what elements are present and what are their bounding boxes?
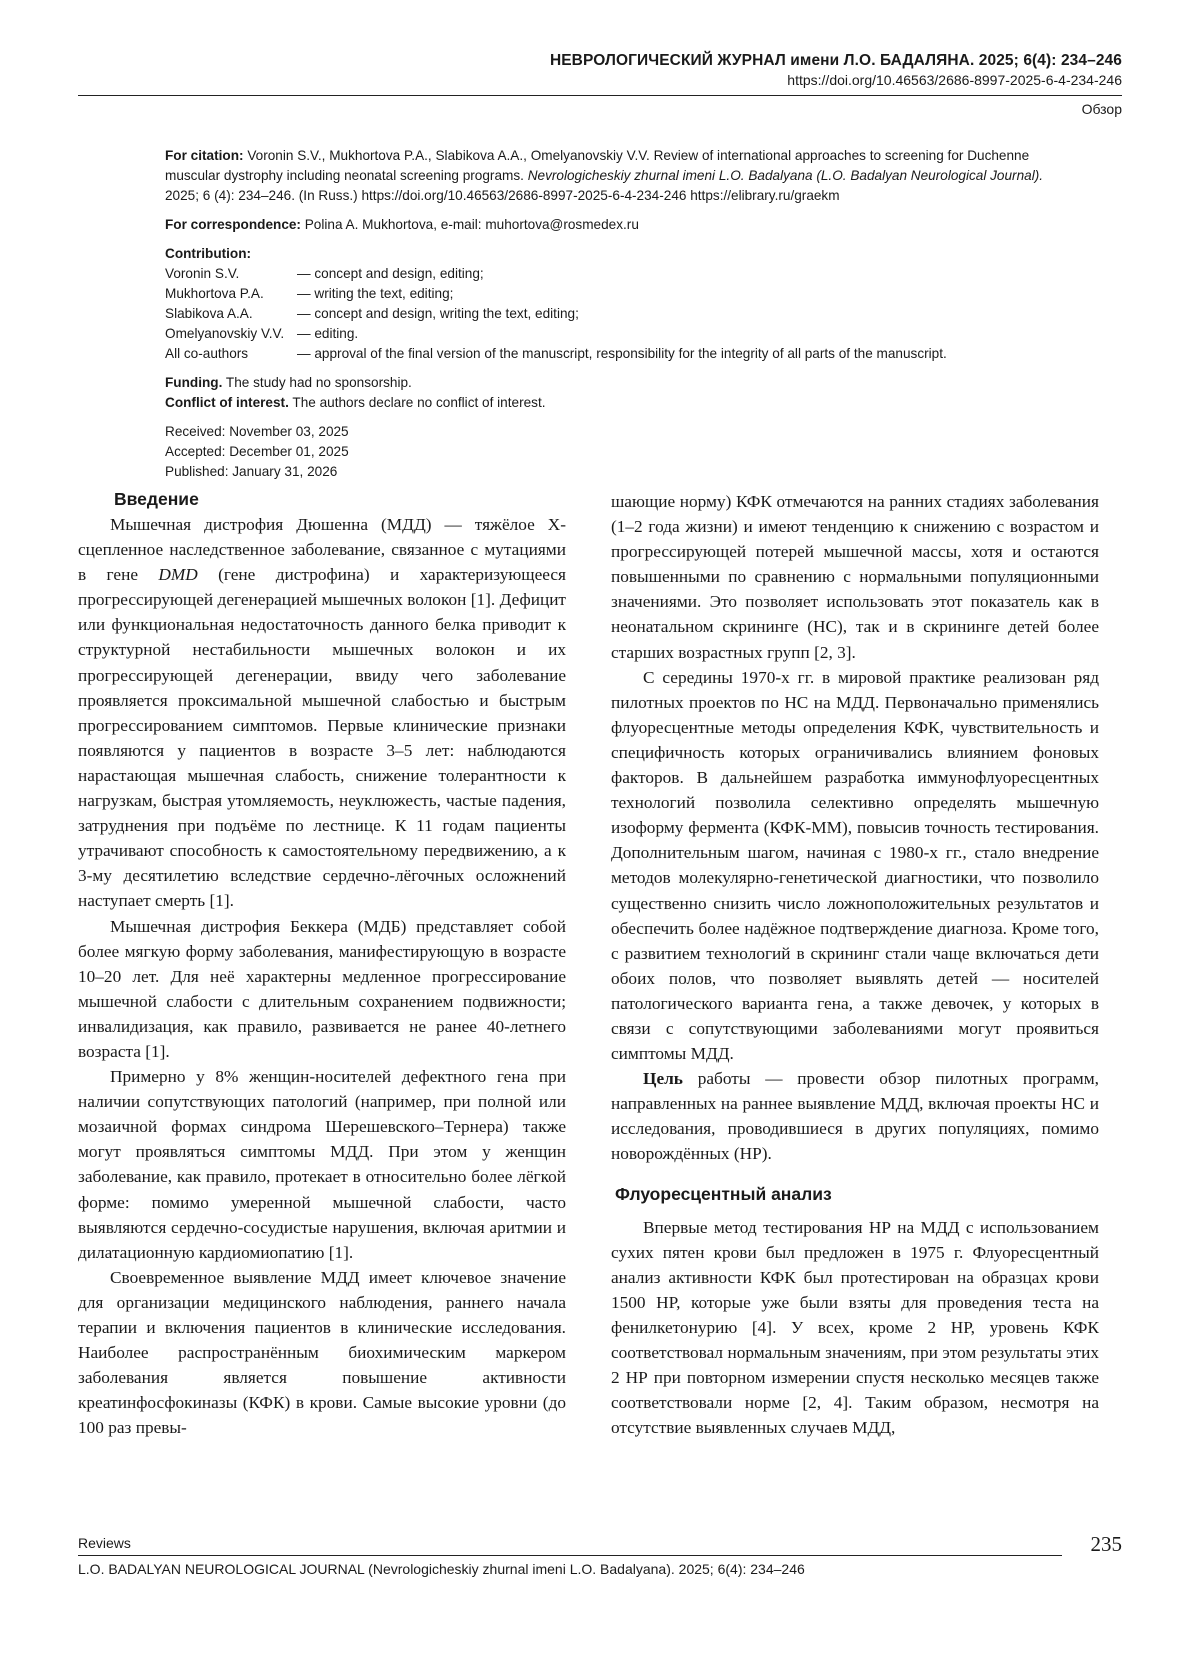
contribution-list xyxy=(165,264,1080,364)
footer-section-label: Reviews xyxy=(78,1535,131,1551)
section-heading-fluorescent-analysis: Флуоресцентный анализ xyxy=(615,1183,832,1204)
paragraph: Мышечная дистрофия Беккера (МДБ) представляет собой более мягкую форму заболевания, манифестирующую в возрасте 10–20 лет. Для неё характерны медленное прогрессирование мышечной слабости с длительным сохранением подвижности; инвалидизация, как правило, развивается не ранее 40-летнего возраста [1]. xyxy=(78,916,566,1061)
correspondence-text: Polina A. Mukhortova, e-mail: muhortova@rosmedex.ru xyxy=(300,217,639,232)
article-type: Обзор xyxy=(1081,101,1122,117)
contribution-row xyxy=(165,264,1080,284)
paragraph: Мышечная дистрофия Дюшенна (МДД) — тяжёлое Х-сцепленное наследственное заболевание, связанное с мутациями в гене DMD (гене дистрофина) и характеризующееся прогрессирующей дегенерацией мышечных волокон [1]. Дефицит или функциональная недостаточность данного белка приводит к структурной нестабильности мышечных волокон и их прогрессирующей дегенерации, ввиду чего заболевание проявляется проксимальной мышечной слабостью и быстрым прогрессированием симптомов. Первые клинические признаки появляются у пациентов в возрасте 3–5 лет: наблюдаются нарастающая мышечная слабость, снижение толерантности к нагрузкам, быстрая утомляемость, неуклюжесть, частые падения, затруднения при подъёме по лестнице. К 11 годам пациенты утрачивают способность к самостоятельному передвижению, а к 3-му десятилетию вследствие сердечно-лёгочных осложнений наступает смерть [1]. xyxy=(78,515,567,911)
aim-paragraph: Цель работы — провести обзор пилотных программ, направленных на раннее выявление МДД, включая проекты НС и исследования, проводившиеся в других популяциях, помимо новорождённых (НР). xyxy=(611,1069,1099,1164)
paragraph: С середины 1970-х гг. в мировой практике реализован ряд пилотных проектов по НС на МДД. Первоначально применялись флуоресцентные методы определения КФК, чувствительность и специфичность которых ограничивались влиянием фоновых факторов. В дальнейшем разработка иммунофлуоресцентных технологий позволила селективно определять мышечную изоформу фермента (КФК-ММ), повысив точность тестирования. Дополнительным шагом, начиная с 1980-х гг., стало внедрение методов молекулярно-генетической диагностики, что позволило существенно снизить число ложноположительных результатов и обеспечить более надёжное подтверждение диагноза. Кроме того, с развитием технологий в скрининг стали чаще включаться дети обоих полов, что позволяет выявлять детей — носителей патологического варианта гена, а также девочек, у которых в связи с сопутствующими заболеваниями могут проявиться симптомы МДД. xyxy=(611,667,1099,1064)
conflict-of-interest xyxy=(165,393,1080,413)
page-number: 235 xyxy=(1090,1532,1122,1556)
correspondence xyxy=(165,215,1080,235)
aim-label: Цель xyxy=(643,1069,683,1089)
footer-rule xyxy=(78,1555,1062,1556)
funding xyxy=(165,373,1080,393)
contribution-row xyxy=(165,304,1080,324)
article-metadata xyxy=(165,146,1080,482)
contributor-name: Mukhortova P.A. xyxy=(165,286,264,301)
contributor-role: — concept and design, editing; xyxy=(297,266,484,281)
published-date: Published: January 31, 2026 xyxy=(165,464,338,479)
conflict-text: The authors declare no conflict of interest. xyxy=(288,395,546,410)
contributor-role: — editing. xyxy=(297,326,359,341)
contributor-role: — concept and design, writing the text, editing; xyxy=(297,306,579,321)
contributor-name: All co-authors xyxy=(165,346,249,361)
citation-label: For citation: xyxy=(165,148,244,163)
contribution-row xyxy=(165,284,1080,304)
running-header-doi[interactable]: https://doi.org/10.46563/2686-8997-2025-6-4-234-246 xyxy=(787,72,1122,88)
citation-journal-italic: Nevrologicheskiy zhurnal imeni L.O. Badalyana (L.O. Badalyan Neurological Journal). xyxy=(527,168,1044,183)
funding-text: The study had no sponsorship. xyxy=(222,375,412,390)
contribution-row xyxy=(165,324,1080,344)
funding-label: Funding. xyxy=(165,375,223,390)
citation-text-a: Voronin S.V., Mukhortova P.A., Slabikova A.A., Omelyanovskiy V.V. Review of international approaches to screening for Duchenne muscular dystrophy including neonatal screening programs. xyxy=(165,148,1030,183)
paragraph: Своевременное выявление МДД имеет ключевое значение для организации медицинского наблюдения, раннего начала терапии и включения пациентов в клинические исследования. Наиболее распространённым биохимическим маркером заболевания является повышение активности креатинфосфокиназы (КФК) в крови. Самые высокие уровни (до 100 раз превы- xyxy=(78,1267,566,1438)
contributor-role: — approval of the final version of the manuscript, responsibility for the integrity of all parts of the manuscript. xyxy=(297,346,947,361)
citation-text-b: 2025; 6 (4): 234–246. (In Russ.) https://doi.org/10.46563/2686-8997-2025-6-4-234-246 https://elibrary.ru/graekm xyxy=(165,188,840,203)
contributor-role: — writing the text, editing; xyxy=(297,286,454,301)
received-date: Received: November 03, 2025 xyxy=(165,424,349,439)
paragraph-continued: шающие норму) КФК отмечаются на ранних стадиях заболевания (1–2 года жизни) и имеют тенденцию к снижению с возрастом и прогрессирующей потерей мышечной массы, хотя и остаются повышенными по сравнению с нормальными популяционными значениями. Это позволяет использовать этот показатель как в неонатальном скрининге (НС), так и в скрининге детей более старших возрастных групп [2, 3]. xyxy=(611,492,1099,662)
running-header-journal: НЕВРОЛОГИЧЕСКИЙ ЖУРНАЛ имени Л.О. БАДАЛЯНА. 2025; 6(4): 234–246 xyxy=(549,52,1122,69)
paragraph: Впервые метод тестирования НР на МДД с использованием сухих пятен крови был предложен в 1975 г. Флуоресцентный анализ активности КФК был протестирован на образцах крови 1500 НР, которые уже были взяты для проведения теста на фенилкетонурию [4]. У всех, кроме 2 НР, уровень КФК соответствовал нормальным значениям, при этом результаты этих 2 НР при повторном измерении спустя несколько месяцев также соответствовали норме [2, 4]. Таким образом, несмотря на отсутствие выявленных случаев МДД, xyxy=(611,1217,1099,1438)
contribution-label: Contribution: xyxy=(165,246,252,261)
contribution-row xyxy=(165,344,1080,364)
footer-journal: L.O. BADALYAN NEUROLOGICAL JOURNAL (Nevrologicheskiy zhurnal imeni L.O. Badalyana). 2025; 6(4): 234–246 xyxy=(78,1561,805,1577)
body-column-left xyxy=(78,487,566,1440)
citation xyxy=(165,146,1080,206)
contributor-name: Slabikova A.A. xyxy=(165,306,253,321)
accepted-date: Accepted: December 01, 2025 xyxy=(165,444,349,459)
contributor-name: Voronin S.V. xyxy=(165,266,240,281)
body-column-right xyxy=(611,489,1099,1440)
section-heading-introduction: Введение xyxy=(114,489,199,509)
conflict-label: Conflict of interest. xyxy=(165,395,289,410)
contributor-name: Omelyanovskiy V.V. xyxy=(165,326,285,341)
paragraph: Примерно у 8% женщин-носителей дефектного гена при наличии сопутствующих патологий (например, при полной или мозаичной формах синдрома Шерешевского–Тернера) также могут проявляться симптомы МДД. При этом у женщин заболевание, как правило, протекает в относительно более лёгкой форме: помимо умеренной мышечной слабости, часто выявляются сердечно-сосудистые нарушения, включая аритмии и дилатационную кардиомиопатию [1]. xyxy=(78,1067,566,1262)
gene-name-italic: DMD xyxy=(158,565,198,585)
header-rule xyxy=(78,95,1122,96)
correspondence-label: For correspondence: xyxy=(165,217,301,232)
